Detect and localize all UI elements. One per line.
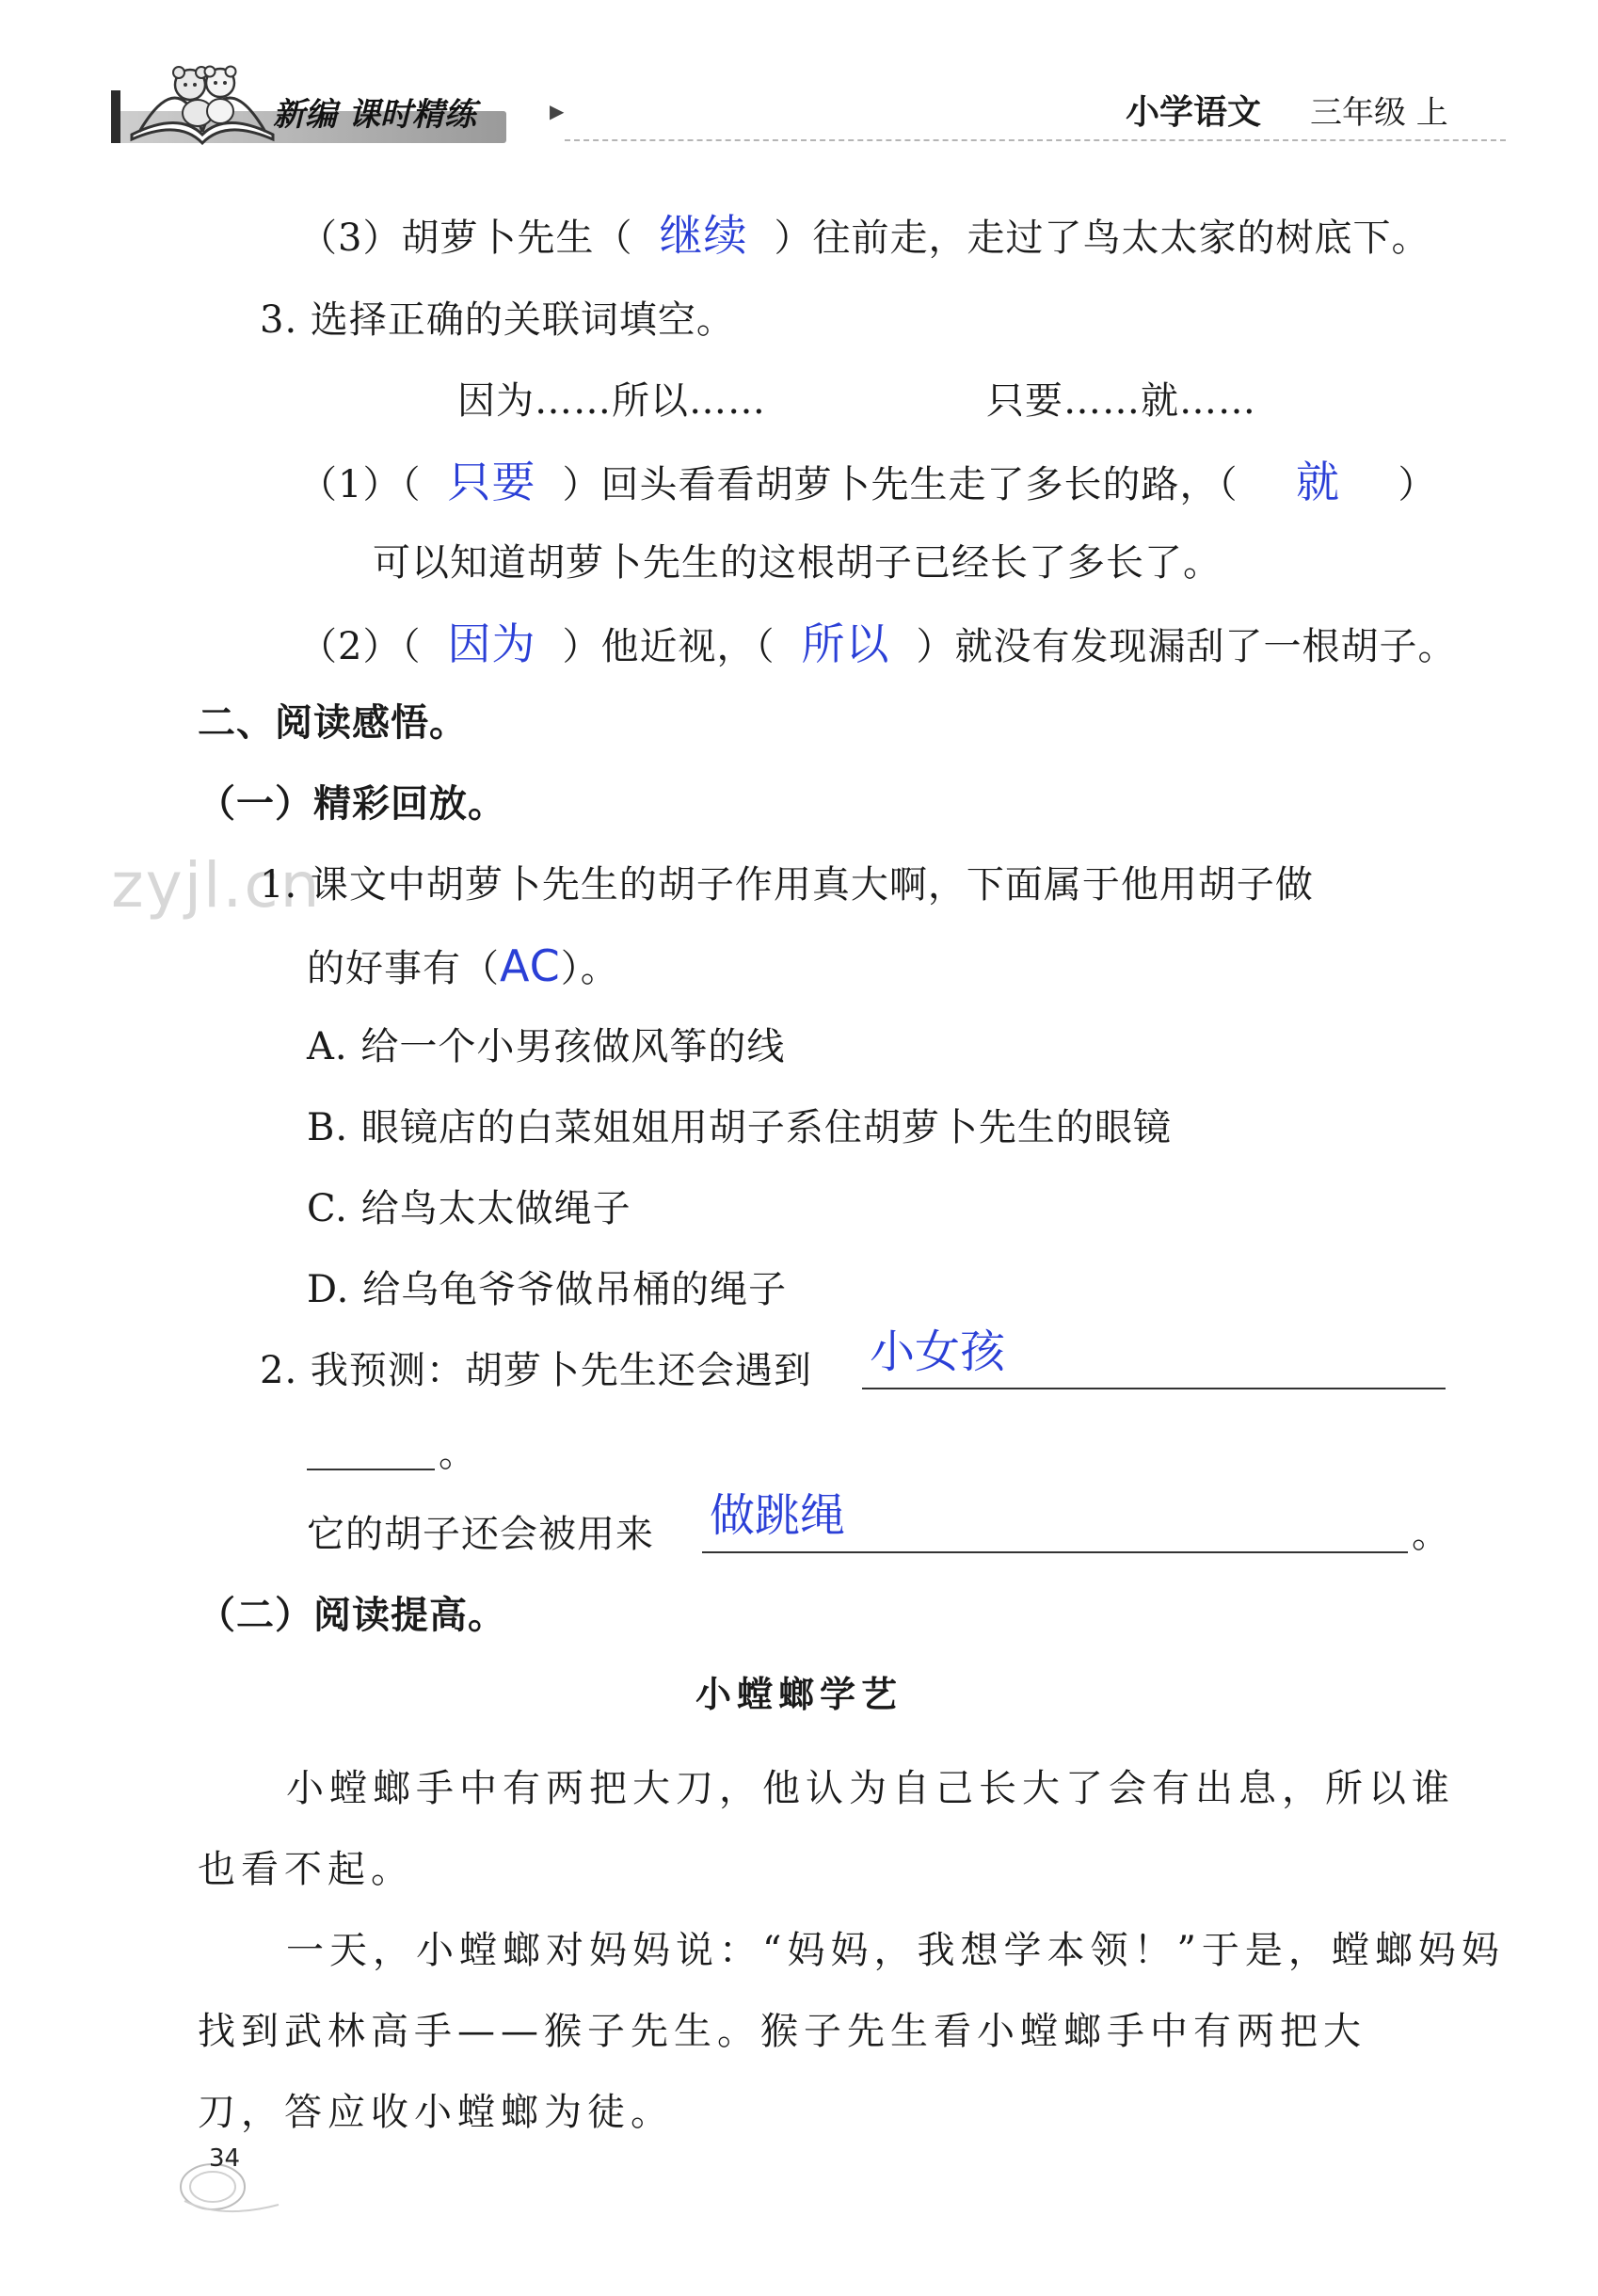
question-3-title: 3. 选择正确的关联词填空。 bbox=[260, 298, 735, 342]
reading-question-2-part-2: 它的胡子还会被用来 bbox=[307, 1513, 654, 1556]
passage-line: 也看不起。 bbox=[198, 1848, 414, 1891]
sentence-end: 。 bbox=[439, 1432, 477, 1475]
question-text: ）就没有发现漏刮了一根胡子。 bbox=[916, 625, 1457, 668]
subject-label: 小学语文 bbox=[1126, 93, 1262, 132]
answer-text: AC bbox=[500, 940, 561, 991]
book-with-bears-icon bbox=[122, 45, 282, 149]
question-3-1-continued: 可以知道胡萝卜先生的这根胡子已经长了多长了。 bbox=[373, 541, 1222, 585]
question-text: ） bbox=[1398, 463, 1437, 506]
reading-question-1: 1. 课文中胡萝卜先生的胡子作用真大啊，下面属于他用胡子做 bbox=[260, 863, 1314, 907]
answer-text: 继续 bbox=[659, 210, 748, 261]
page-number: 34 bbox=[209, 2144, 241, 2173]
answer-underline bbox=[862, 1388, 1446, 1389]
question-text: ）回头看看胡萝卜先生走了多长的路，（ bbox=[562, 463, 1238, 506]
answer-text: 做跳绳 bbox=[710, 1489, 846, 1542]
question-2-3 bbox=[299, 209, 1430, 265]
section-2-title: 二、阅读感悟。 bbox=[198, 701, 468, 745]
reading-question-1-continued bbox=[307, 939, 619, 995]
header-divider bbox=[565, 139, 1506, 141]
answer-underline bbox=[702, 1551, 1408, 1553]
question-text: （1）（ bbox=[299, 463, 422, 506]
question-text: ）往前走，走过了鸟太太家的树底下。 bbox=[774, 217, 1430, 260]
arrow-right-icon: ▶ bbox=[550, 100, 565, 122]
header-left-block bbox=[111, 90, 120, 143]
question-text: （3）胡萝卜先生（ bbox=[299, 217, 633, 260]
option-c: C. 给鸟太太做绳子 bbox=[307, 1187, 631, 1230]
answer-text: 所以 bbox=[801, 618, 890, 669]
option-a: A. 给一个小男孩做风筝的线 bbox=[307, 1025, 786, 1068]
answer-text: 只要 bbox=[447, 457, 536, 507]
answer-text: 就 bbox=[1295, 457, 1340, 507]
question-text: 的好事有（ bbox=[307, 947, 500, 990]
option-d: D. 给乌龟爷爷做吊桶的绳子 bbox=[307, 1268, 788, 1311]
question-text: ）他近视，（ bbox=[562, 625, 775, 668]
conjunction-option-1: 因为……所以…… bbox=[457, 379, 766, 423]
question-3-1 bbox=[299, 456, 1436, 511]
question-text: （2）（ bbox=[299, 625, 422, 668]
part-2-title: （二）阅读提高。 bbox=[198, 1594, 506, 1637]
answer-text: 小女孩 bbox=[870, 1325, 1006, 1378]
passage-line: 一天，小螳螂对妈妈说：“妈妈，我想学本领！”于是，螳螂妈妈 bbox=[286, 1929, 1505, 1972]
conjunction-option-2: 只要……就…… bbox=[986, 379, 1256, 423]
answer-underline bbox=[307, 1469, 435, 1470]
passage-line: 小螳螂手中有两把大刀，他认为自己长大了会有出息，所以谁 bbox=[286, 1767, 1455, 1810]
grade-label: 三年级 上 bbox=[1310, 94, 1448, 132]
option-b: B. 眼镜店的白菜姐姐用胡子系住胡萝卜先生的眼镜 bbox=[307, 1106, 1172, 1149]
passage-title: 小螳螂学艺 bbox=[695, 1674, 903, 1715]
sentence-end: 。 bbox=[1412, 1513, 1450, 1556]
reading-question-2: 2. 我预测：胡萝卜先生还会遇到 bbox=[260, 1349, 812, 1392]
part-1-title: （一）精彩回放。 bbox=[198, 782, 506, 826]
question-text: ）。 bbox=[560, 947, 619, 990]
question-3-2 bbox=[299, 618, 1456, 673]
passage-line: 刀，答应收小螳螂为徒。 bbox=[198, 2091, 674, 2134]
answer-text: 因为 bbox=[447, 618, 536, 669]
passage-line: 找到武林高手——猴子先生。猴子先生看小螳螂手中有两把大 bbox=[198, 2010, 1366, 2053]
watermark: zyjl.cn bbox=[111, 849, 322, 922]
series-title: 新编 课时精练 bbox=[273, 96, 476, 134]
